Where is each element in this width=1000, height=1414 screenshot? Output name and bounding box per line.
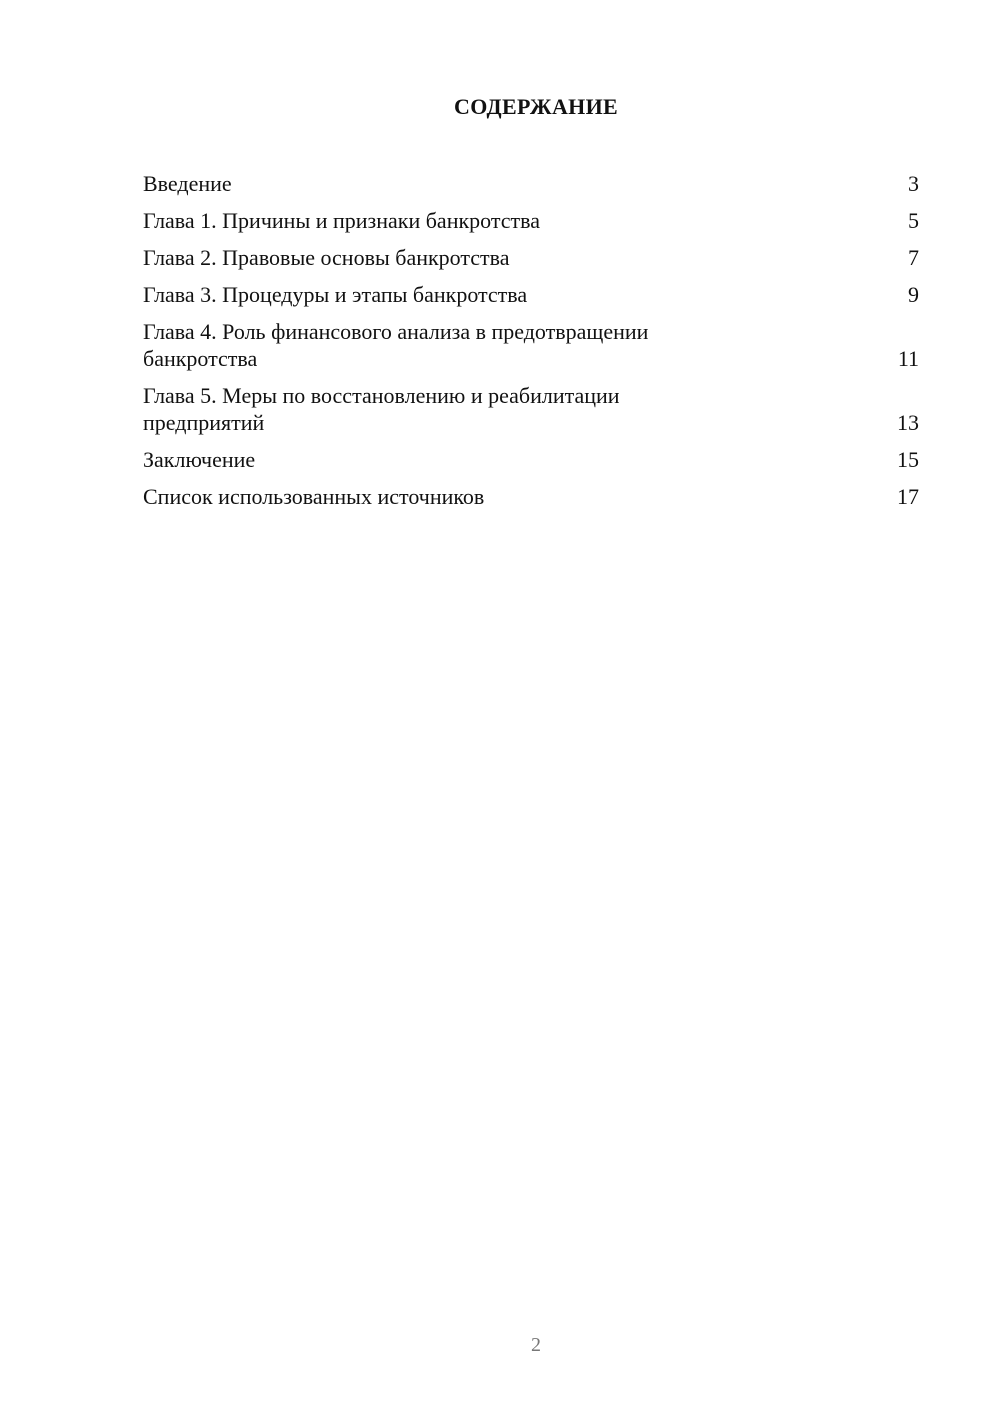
toc-entry: [143, 446, 919, 473]
toc-entry: [143, 207, 919, 234]
toc-entry-page: 9: [908, 282, 919, 307]
toc-entry-page: 17: [897, 484, 919, 509]
toc-entry-text: Глава 3. Процедуры и этапы банкротства: [143, 282, 528, 307]
toc-title: СОДЕРЖАНИЕ: [454, 94, 618, 119]
toc-entry-page: 15: [897, 447, 919, 472]
toc-entry-text: Введение: [143, 171, 232, 196]
toc-entry-text: Глава 4. Роль финансового анализа в предотвращении банкротства: [143, 319, 649, 371]
toc-entry-text: Глава 2. Правовые основы банкротства: [143, 245, 510, 270]
toc-entry: [143, 382, 919, 436]
toc-entry-page: 3: [908, 171, 919, 196]
table-of-contents: [143, 170, 919, 520]
toc-entry: [143, 318, 919, 372]
toc-entry-text: Заключение: [143, 447, 256, 472]
toc-entry: [143, 281, 919, 308]
toc-entry-text: Глава 1. Причины и признаки банкротства: [143, 208, 540, 233]
toc-entry-page: 13: [897, 410, 919, 435]
toc-entry-page: 7: [908, 245, 919, 270]
toc-entry: [143, 244, 919, 271]
page-number: 2: [531, 1334, 541, 1356]
toc-entry: [143, 170, 919, 197]
toc-entry-text: Список использованных источников: [143, 484, 485, 509]
toc-entry-page: 5: [908, 208, 919, 233]
toc-entry-page: 11: [897, 346, 919, 371]
toc-entry-text: Глава 5. Меры по восстановлению и реабилитации предприятий: [143, 383, 620, 435]
toc-entry: [143, 483, 919, 510]
